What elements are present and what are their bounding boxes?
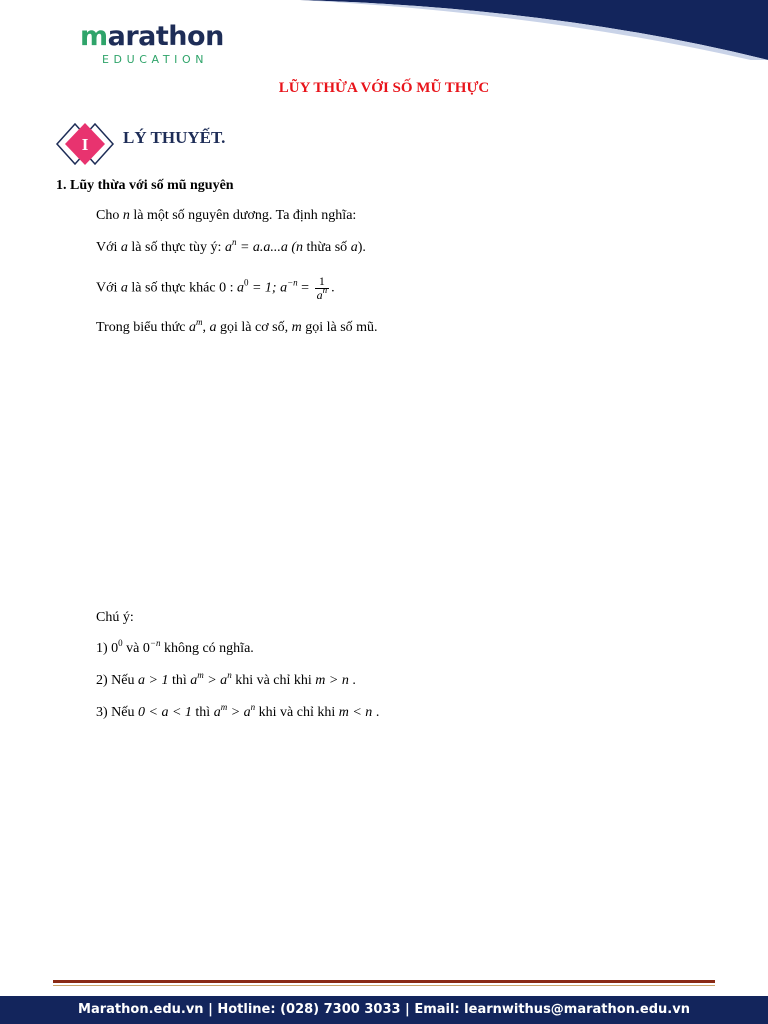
footer-band xyxy=(0,996,768,1024)
section-diamond-icon xyxy=(53,120,117,168)
definition-base-exponent: Trong biểu thức $a^m$, a gọi là cơ số, m gọi là số mũ. xyxy=(96,317,378,335)
fraction: $\frac{1}{a^n}$ xyxy=(316,274,328,302)
note-3: 3) Nếu 0 < a < 1 thì $a^m > a^n$ khi và chỉ khi m < n . xyxy=(96,702,380,720)
definition-intro: Cho n là một số nguyên dương. Ta định nghĩa: xyxy=(96,208,357,223)
section-heading xyxy=(53,120,353,168)
section-label: LÝ THUYẾT. xyxy=(123,128,226,147)
note-1: 1) $0^0$ và $0^{-n}$ không có nghĩa. xyxy=(96,638,254,656)
subsection-heading: 1. Lũy thừa với số mũ nguyên xyxy=(56,178,234,193)
notes-title: Chú ý: xyxy=(96,610,134,625)
section-numeral: I xyxy=(81,135,89,154)
definition-positive-power: Với a là số thực tùy ý: $a^n = a.a...a$ (n thừa số a). xyxy=(96,237,366,255)
logo-subtitle: EDUCATION xyxy=(102,53,209,66)
footer-contact-text: Marathon.edu.vn | Hotline: (028) 7300 3033 | Email: learnwithus@marathon.edu.vn xyxy=(78,1002,690,1017)
document-title: LŨY THỪA VỚI SỐ MŨ THỰC xyxy=(278,80,490,96)
note-2: 2) Nếu a > 1 thì $a^m > a^n$ khi và chỉ khi m > n . xyxy=(96,670,356,688)
logo-wordmark: marathon xyxy=(80,21,224,52)
footer-divider xyxy=(53,980,715,986)
definition-zero-negative-power: Với a là số thực khác 0 : $a^0 = 1$; $a^{-n}$ = $\frac{1}{a^n}$ . xyxy=(96,274,335,302)
marathon-logo xyxy=(80,22,224,66)
